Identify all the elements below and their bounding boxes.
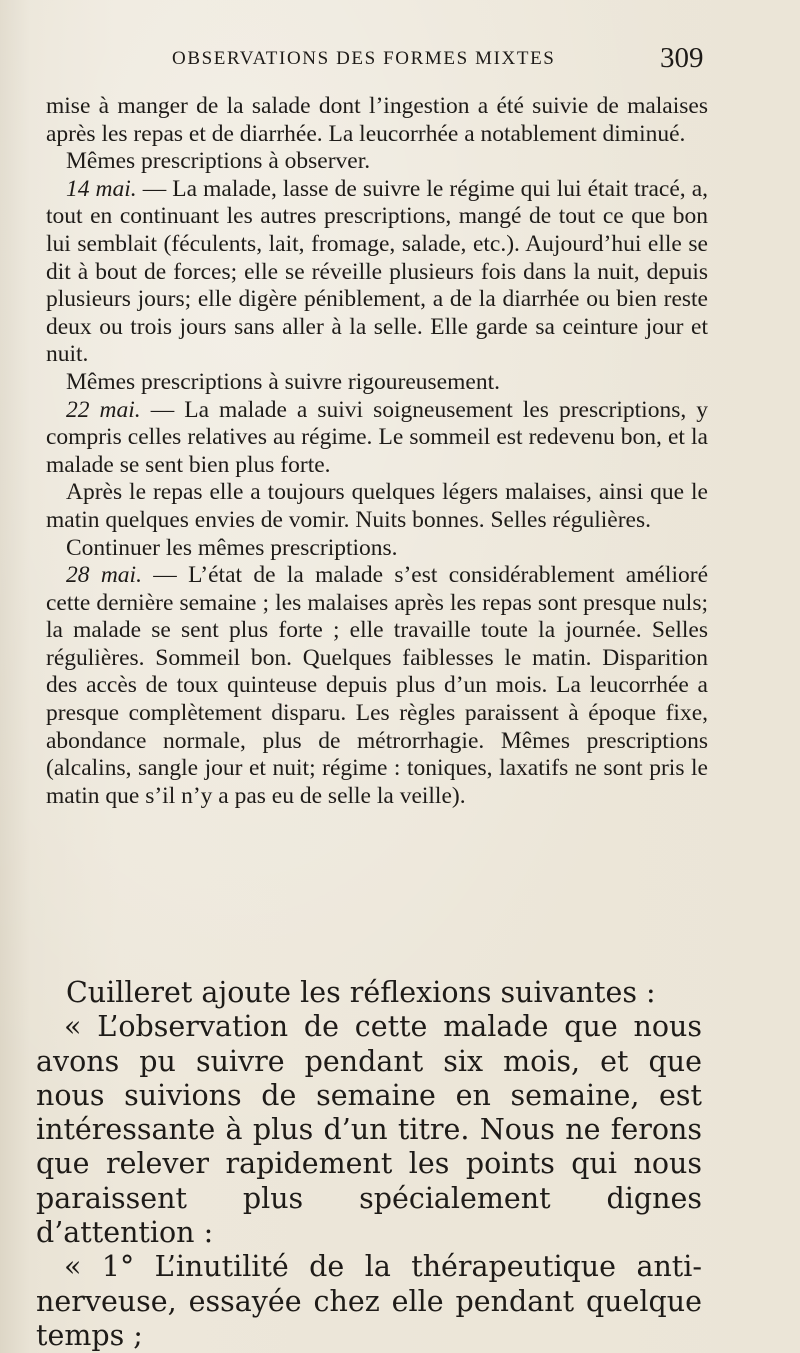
paragraph-entry-22-mai [46, 397, 708, 480]
paragraph-prescription: Mêmes prescriptions à observer. [66, 148, 371, 175]
running-title: OBSERVATIONS DES FORMES MIXTES [172, 48, 556, 69]
paragraph-observation: Après le repas elle a toujours quelques légers malaises, ainsi que le matin quelques envies de vomir. Nuits bonnes. Selles régulières. [46, 479, 708, 533]
entry-date: 28 mai. [66, 562, 142, 589]
commentary-quote: « L’observation de cette malade que nous avons pu suivre pendant six mois, et que nous suivions de semaine en semaine, est intéressante à plus d’un titre. Nous ne ferons que relever rapidement les points qui nous paraissent plus spécialement dignes d’attention : [36, 1010, 702, 1250]
paragraph-entry-28-mai [46, 562, 708, 810]
paragraph-entry-14-mai [46, 176, 708, 369]
paragraph-prescription: Mêmes prescriptions à suivre rigoureusement. [66, 368, 500, 395]
paragraph-continuation: mise à manger de la salade dont l’ingestion a été suivie de malaises après les repas et de diarrhée. La leucorrhée a notablement diminué. [46, 93, 708, 147]
entry-date: 22 mai. [66, 396, 141, 423]
commentary-section [36, 976, 702, 1353]
entry-text: — La malade a suivi soigneusement les prescriptions, y compris celles relatives au régime. Le sommeil est redevenu bon, et la malade se sent bien plus forte. [46, 396, 708, 478]
entry-text: — La malade, lasse de suivre le régime qui lui était tracé, a, tout en continuant les autres prescriptions, mangé de tout ce que bon lui semblait (féculents, lait, fromage, salade, etc.). Aujourd’hui elle se dit à bout de forces; elle se réveille plusieurs fois dans la nuit, depuis plusieurs jours; elle digère péniblement, a de la diarrhée ou bien reste deux ou trois jours sans aller à la selle. Elle garde sa ceinture jour et nuit. [46, 175, 709, 368]
paragraph-prescription: Continuer les mêmes prescriptions. [66, 534, 398, 561]
commentary-quote: « 1° L’inutilité de la thérapeutique anti-nerveuse, essayée chez elle pendant quelque temps ; [36, 1250, 702, 1352]
commentary-intro: Cuilleret ajoute les réflexions suivantes : [66, 976, 656, 1009]
page-number: 309 [660, 42, 704, 74]
entry-date: 14 mai. [66, 175, 137, 202]
observation-text [46, 93, 708, 810]
page-header [0, 40, 800, 80]
entry-text: — L’état de la malade s’est considérablement amélioré cette dernière semaine ; les malaises après les repas sont presque nuls; la malade se sent plus forte ; elle travaille toute la journée. Selles régulières. Sommeil bon. Quelques faiblesses le matin. Disparition des accès de toux quinteuse depuis plus d’un mois. La leucorrhée a presque complètement disparu. Les règles paraissent à époque fixe, abondance normale, plus de métrorrhagie. Mêmes prescriptions (alcalins, sangle jour et nuit; régime : toniques, laxatifs ne sont pris le matin que s’il n’y a pas eu de selle la veille). [46, 562, 709, 809]
